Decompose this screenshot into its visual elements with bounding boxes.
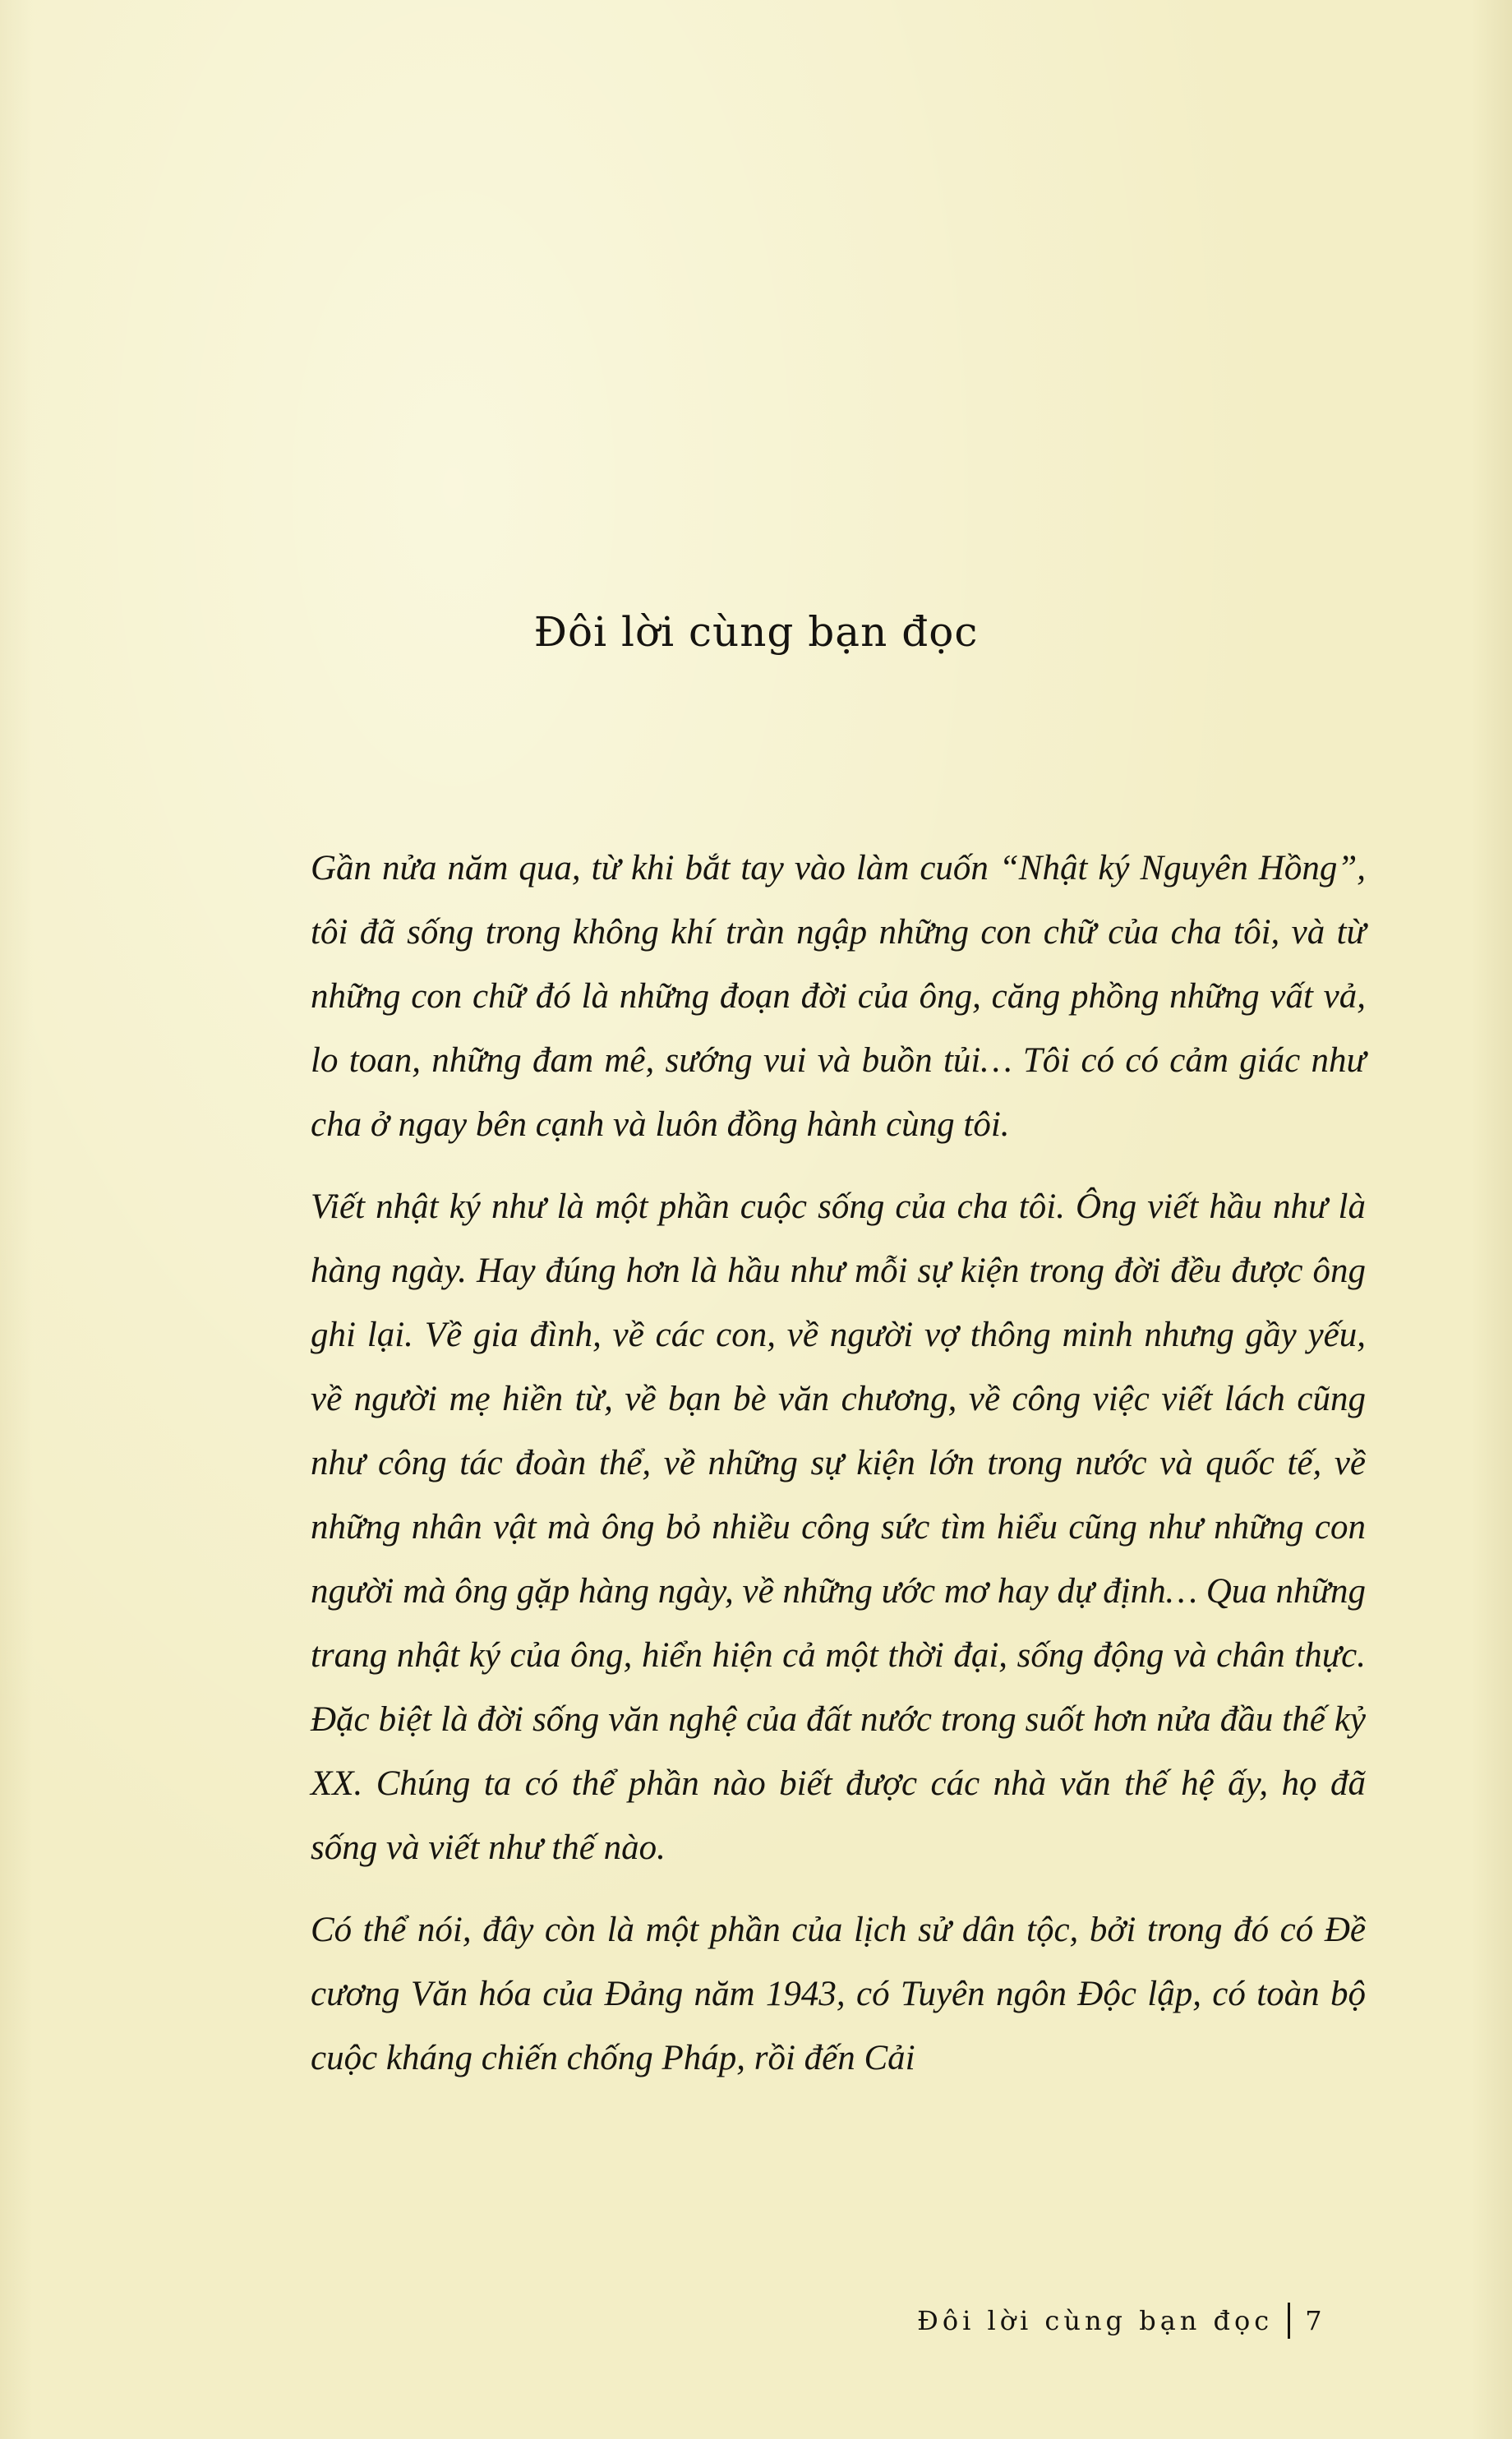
running-footer	[917, 2296, 1377, 2345]
body-text	[311, 837, 1366, 2109]
page-number: 7	[1305, 2305, 1326, 2336]
paragraph-2: Viết nhật ký như là một phần cuộc sống của cha tôi. Ông viết hầu như là hàng ngày. Hay đúng hơn là hầu như mỗi sự kiện trong đời đều được ông ghi lại. Về gia đình, về các con, về người vợ thông minh nhưng gầy yếu, về người mẹ hiền từ, về bạn bè văn chương, về công việc viết lách cũng như công tác đoàn thể, về những sự kiện lớn trong nước và quốc tế, về những nhân vật mà ông bỏ nhiều công sức tìm hiểu cũng như những con người mà ông gặp hàng ngày, về những ước mơ hay dự định… Qua những trang nhật ký của ông, hiển hiện cả một thời đại, sống động và chân thực. Đặc biệt là đời sống văn nghệ của đất nước trong suốt hơn nửa đầu thế kỷ XX. Chúng ta có thể phần nào biết được các nhà văn thế hệ ấy, họ đã sống và viết như thế nào.	[311, 1187, 1366, 1867]
footer-divider	[1288, 2303, 1290, 2339]
page-title: Đôi lời cùng bạn đọc	[533, 608, 979, 656]
running-title: Đôi lời cùng bạn đọc	[917, 2305, 1274, 2336]
paragraph-1: Gần nửa năm qua, từ khi bắt tay vào làm cuốn “Nhật ký Nguyên Hồng”, tôi đã sống trong không khí tràn ngập những con chữ của cha tôi, và từ những con chữ đó là những đoạn đời của ông, căng phồng những vất vả, lo toan, những đam mê, sướng vui và buồn tủi… Tôi có có cảm giác như cha ở ngay bên cạnh và luôn đồng hành cùng tôi.	[311, 849, 1366, 1144]
paragraph-3: Có thể nói, đây còn là một phần của lịch sử dân tộc, bởi trong đó có Đề cương Văn hóa của Đảng năm 1943, có Tuyên ngôn Độc lập, có toàn bộ cuộc kháng chiến chống Pháp, rồi đến Cải	[311, 1911, 1366, 2077]
